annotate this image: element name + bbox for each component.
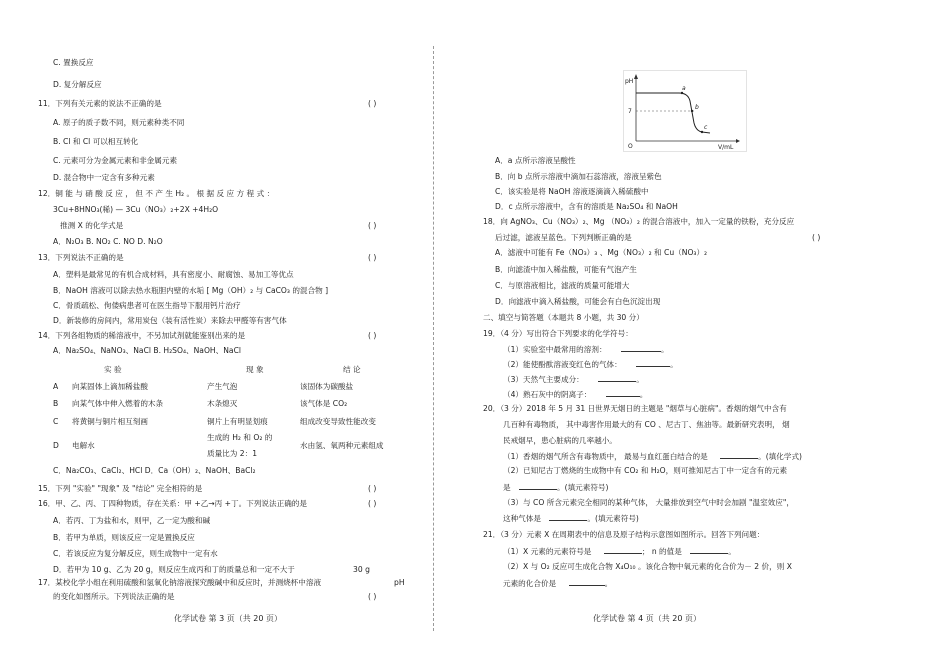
q20-item-3: （3）与 CO 所含元素完全相同的某种气体， 大量排放到空气中时会加剧 "温室效应"， xyxy=(503,498,794,507)
q17-option-a: A．a 点所示溶液呈酸性 xyxy=(495,156,576,165)
table-row-b-experiment: 向某气体中伸入燃着的木条 xyxy=(72,399,164,408)
q18-option-c: C．与原溶液相比，滤液的质量可能增大 xyxy=(495,281,630,290)
q15-stem: 15．下列 "实验" "现象" 及 "结论" 完全相符的是 xyxy=(38,484,203,493)
q21-2-answer-blank[interactable] xyxy=(569,578,605,586)
q19-item-3: （3）天然气主要成分： 。 xyxy=(503,375,644,384)
q11-option-b: B. Cl 和 Cl 可以相互转化 xyxy=(53,137,139,146)
q16-option-a: A．若丙、丁为盐和水，则甲，乙一定为酸和碱 xyxy=(53,516,211,525)
q20-stem: 20．（3 分）2018 年 5 月 31 日世界无烟日的主题是 "烟草与心脏病"。香烟的烟气中含有 xyxy=(483,404,787,413)
q14-stem: 14．下列各组物质的稀溶液中，不另加试剂就能鉴别出来的是 xyxy=(38,331,246,340)
q21-item-2b: 元素的化合价是 。 xyxy=(503,579,613,588)
table-row-b-phenomenon: 木条熄灭 xyxy=(207,399,238,408)
graph-tick-7: 7 xyxy=(628,108,632,115)
q15-answer-paren: ( ) xyxy=(368,484,377,493)
q12-stem: 12．铜 能 与 硝 酸 反 应 ， 但 不 产 生 H₂ 。 根 据 反 应 方 程 式 ： xyxy=(38,189,275,198)
q20-1-answer-blank[interactable] xyxy=(720,451,758,459)
q21-item-2: （2）X 与 O₂ 反应可生成化合物 X₄O₁₀ 。该化合物中氧元素的化合价为－ 2 价，则 X xyxy=(503,562,792,571)
table-row-d-option: D xyxy=(53,441,59,450)
q13-option-d: D．新装修的房间内，常用炭包（装有活性炭）来除去甲醛等有害气体 xyxy=(53,316,287,325)
page-fold-divider xyxy=(433,46,434,631)
q11-option-a: A. 原子的质子数不同，则元素种类不同 xyxy=(53,118,185,127)
q17-option-b: B．向 b 点所示溶液中滴加石蕊溶液，溶液呈紫色 xyxy=(495,172,662,181)
graph-point-b: b xyxy=(695,104,699,111)
q19-1-answer-blank[interactable] xyxy=(621,344,661,352)
q13-answer-paren: ( ) xyxy=(368,253,377,262)
table-row-c-phenomenon: 铜片上有明显划痕 xyxy=(207,417,268,426)
table-row-b-option: B xyxy=(53,399,59,408)
q19-item-2: （2）能使酚酞溶液变红色的气体： 。 xyxy=(503,360,678,369)
table-row-b-conclusion: 该气体是 CO₂ xyxy=(300,399,348,408)
q17-ph-word: pH xyxy=(394,578,405,587)
q19-stem: 19．（4 分）写出符合下列要求的化学符号： xyxy=(483,329,633,338)
table-row-d-phenomenon: 生成的 H₂ 和 O₂ 的 xyxy=(207,433,273,442)
table-row-d-phenomenon-2: 质量比为 2：1 xyxy=(207,449,258,458)
q14-options-ab: A．Na₂SO₄、NaNO₃、NaCl B. H₂SO₄、NaOH、NaCl xyxy=(53,346,241,355)
q20-item-2: （2）已知尼古丁燃烧的生成物中有 CO₂ 和 H₂O，则可推知尼古丁中一定含有的元素 xyxy=(503,466,788,475)
q18-answer-paren: ( ) xyxy=(812,233,821,242)
q12-answer-paren: ( ) xyxy=(368,221,377,230)
table-row-c-experiment: 将黄铜与铜片相互刻画 xyxy=(72,417,148,426)
page-footer-3: 化学试卷 第 3 页（共 20 页） xyxy=(174,614,282,623)
q13-stem: 13．下列说法不正确的是 xyxy=(38,253,124,262)
q11-answer-paren: ( ) xyxy=(368,99,377,108)
table-row-c-conclusion: 组成改变导致性能改变 xyxy=(300,417,376,426)
q20-item-1: （1）香烟的烟气所含有毒物质中， 最易与血红蛋白结合的是 。(填化学式) xyxy=(503,452,803,461)
q12-equation: 3Cu+8HNO₃(稀) — 3Cu（NO₃）₂+2X +4H₂O xyxy=(53,205,219,214)
q20-2-answer-blank[interactable] xyxy=(519,482,557,490)
q16-answer-paren: ( ) xyxy=(368,499,377,508)
table-row-c-option: C xyxy=(53,417,59,426)
table-row-a-conclusion: 该固体为碳酸盐 xyxy=(300,382,354,391)
q20-stem-2: 几百种有毒物质， 其中毒害作用最大的有 CO 、尼古丁、焦油等。最新研究表明， 烟 xyxy=(503,420,790,429)
q14-options-cd: C．Na₂CO₃、CaCl₂、HCl D．Ca（OH）₂、NaOH、BaCl₂ xyxy=(53,466,256,475)
q20-stem-3: 民戒烟早，患心脏病的几率越小。 xyxy=(503,436,617,445)
q20-3-answer-blank[interactable] xyxy=(549,513,587,521)
q19-item-1: （1）实验室中最常用的溶剂： 。 xyxy=(503,345,669,354)
q17-answer-paren: ( ) xyxy=(368,592,377,601)
table-row-a-phenomenon: 产生气泡 xyxy=(207,382,238,391)
q17-stem: 17．某校化学小组在利用硫酸和氢氧化钠溶液探究酸碱中和反应时，并测烧杯中溶液 xyxy=(38,578,322,587)
q12-options: A．N₂O₃ B. NO₂ C. NO D. N₂O xyxy=(53,237,163,246)
q11-stem: 11．下列有关元素的说法不正确的是 xyxy=(38,99,162,108)
graph-y-label: pH xyxy=(625,78,634,85)
q19-2-answer-blank[interactable] xyxy=(636,359,670,367)
page-footer-4: 化学试卷 第 4 页（共 20 页） xyxy=(593,614,701,623)
q20-item-3b: 这种气体是 。(填元素符号) xyxy=(503,514,639,523)
q18-option-b: B．向滤渣中加入稀盐酸，可能有气泡产生 xyxy=(495,265,637,274)
q18-option-d: D．向滤液中滴入稀盐酸，可能会有白色沉淀出现 xyxy=(495,297,661,306)
q14-answer-paren: ( ) xyxy=(368,331,377,340)
q21-item-1: （1）X 元素的元素符号是 ； n 的值是 。 xyxy=(503,547,736,556)
table-row-a-experiment: 向某固体上滴加稀盐酸 xyxy=(72,382,148,391)
table-row-d-conclusion: 水由氢、氧两种元素组成 xyxy=(300,441,384,450)
table-row-a-option: A xyxy=(53,382,59,391)
q10-option-d: D. 复分解反应 xyxy=(53,80,102,89)
q18-stem-2: 后过滤，滤液呈蓝色。下列判断正确的是 xyxy=(495,233,632,242)
graph-x-label: V/mL xyxy=(718,144,734,151)
q17-option-d: D．c 点所示溶液中，含有的溶质是 Na₂SO₄ 和 NaOH xyxy=(495,202,678,211)
section-2-heading: 二、填空与简答题（本题共 8 小题，共 30 分） xyxy=(483,313,644,322)
q17-option-c: C．该实验是将 NaOH 溶液逐滴滴入稀硫酸中 xyxy=(495,187,649,196)
q20-item-2b: 是 。(填元素符号) xyxy=(503,483,609,492)
q16-option-b: B．若甲为单质，则该反应一定是置换反应 xyxy=(53,533,195,542)
q18-option-a: A．滤液中可能有 Fe（NO₃）₃ 、Mg（NO₃）₂ 和 Cu（NO₃）₂ xyxy=(495,248,708,257)
q19-4-answer-blank[interactable] xyxy=(606,389,640,397)
q18-stem: 18．向 AgNO₃、Cu（NO₃）₂、Mg （NO₃）₂ 的混合溶液中，加入一定量的铁粉，充分反应 xyxy=(483,217,795,226)
table-header-conclusion: 结 论 xyxy=(343,365,361,374)
q19-item-4: （4）熟石灰中的阴离子： 。 xyxy=(503,390,648,399)
exam-page-4 xyxy=(475,0,950,671)
q21-stem: 21．（3 分）元素 X 在周期表中的信息及原子结构示意图如图所示。回答下列问题： xyxy=(483,530,765,539)
q16-stem: 16．甲、乙、丙、丁四种物质，存在关系：甲 +乙→丙 +丁。下列说法正确的是 xyxy=(38,499,307,508)
graph-point-c: c xyxy=(704,124,708,131)
q17-stem-2: 的变化如图所示。下列说法正确的是 xyxy=(53,592,175,601)
q21-1-n-blank[interactable] xyxy=(690,546,728,554)
table-header-experiment: 实 验 xyxy=(104,365,122,374)
q11-option-d: D. 混合物中一定含有多种元素 xyxy=(53,173,155,182)
q10-option-c: C. 置换反应 xyxy=(53,58,94,67)
ph-curve-svg xyxy=(624,71,746,151)
q11-option-c: C. 元素可分为金属元素和非金属元素 xyxy=(53,156,178,165)
q16-mass-value: 30 g xyxy=(353,565,370,574)
q13-option-b: B．NaOH 溶液可以除去热水瓶胆内壁的水垢 [ Mg（OH）₂ 与 CaCO₃ 的混合物 ] xyxy=(53,286,329,295)
ph-titration-graph xyxy=(623,70,747,152)
q19-3-answer-blank[interactable] xyxy=(598,374,636,382)
q13-option-a: A．塑料是最常见的有机合成材料，具有密度小、耐腐蚀、易加工等优点 xyxy=(53,270,294,279)
q12-question: 推测 X 的化学式是 xyxy=(60,221,124,230)
q13-option-c: C．骨质疏松、佝偻病患者可在医生指导下服用钙片治疗 xyxy=(53,301,241,310)
q16-option-d: D．若甲为 10 g、乙为 20 g，则反应生成丙和丁的质量总和一定不大于 xyxy=(53,565,295,574)
graph-origin: O xyxy=(628,143,633,150)
table-header-phenomenon: 现 象 xyxy=(246,365,264,374)
q21-1-symbol-blank[interactable] xyxy=(604,546,642,554)
table-row-d-experiment: 电解水 xyxy=(72,441,95,450)
q16-option-c: C．若该反应为复分解反应，则生成物中一定有水 xyxy=(53,549,218,558)
graph-point-a: a xyxy=(682,85,686,92)
